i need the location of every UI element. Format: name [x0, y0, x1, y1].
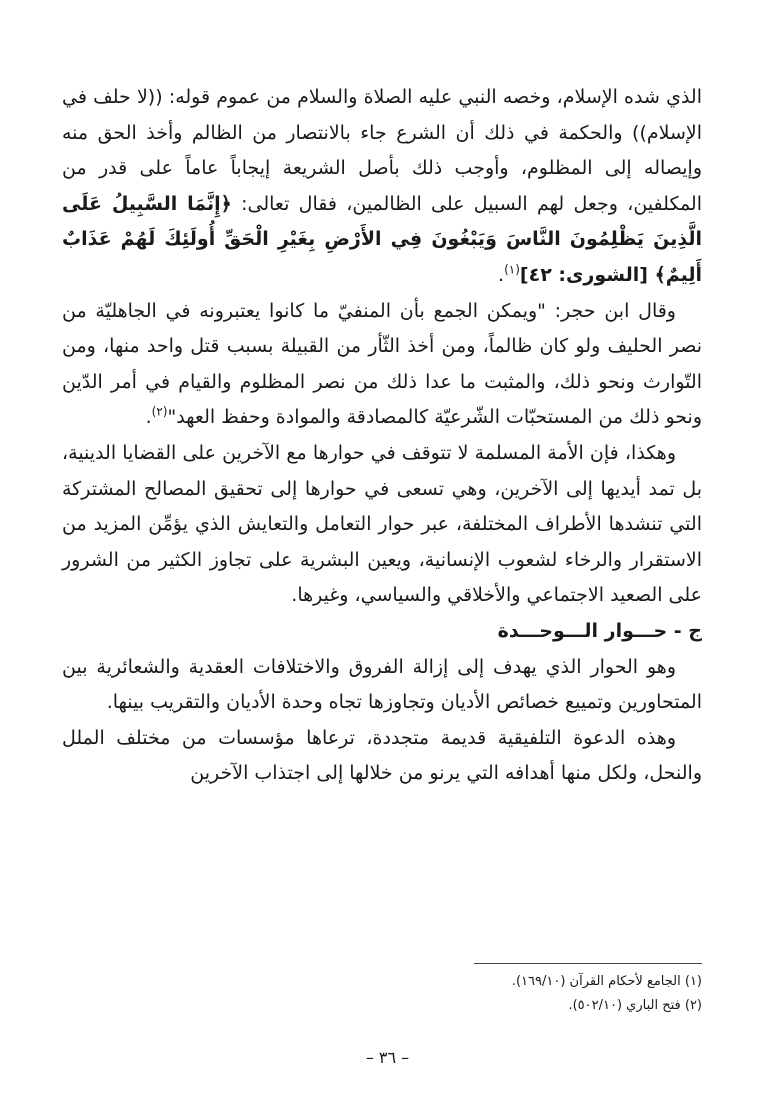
verse-citation: [الشورى: ٤٢] [519, 263, 655, 286]
paragraph-1-end: . [498, 263, 505, 286]
paragraph-5: وهذه الدعوة التلفيقية قديمة متجددة، ترعاها مؤسسات من مختلف الملل والنحل، ولكل منها أهدافه التي يرنو من خلالها إلى اجتذاب الآخرين [62, 726, 702, 785]
footnote-2: (٢) فتح الباري (٥٠٢/١٠). [568, 998, 702, 1013]
quran-verse: ﴿إِنَّمَا السَّبِيلُ عَلَى الَّذِينَ يَظْلِمُونَ النَّاسَ وَيَبْغُونَ فِي الأَرْضِ بِغَيْرِ الْحَقِّ أُولَئِكَ لَهُمْ عَذَابٌ أَلِيمٌ﴾ [62, 192, 702, 286]
footnote-ref-2[interactable]: (٢) [151, 405, 168, 420]
paragraph-2-end: . [145, 406, 152, 429]
footnote-divider [474, 963, 702, 964]
paragraph-4: وهو الحوار الذي يهدف إلى إزالة الفروق والاختلافات العقدية والشعائرية بين المتحاورين وتمييع خصائص الأديان وتجاوزها تجاه وحدة الأديان والتقريب بينها. [62, 655, 702, 714]
paragraph-2-text: وقال ابن حجر: "ويمكن الجمع بأن المنفيّ ما كانوا يعتبرونه في الجاهليّة من نصر الحليف ولو كان ظالماً، ومن أخذ الثّأر من القبيلة بسبب قتل واحد منها، ومن التّوارث ونحو ذلك، والمثبت ما عدا ذلك من نصر المظلوم والقيام في أمر الدّين ونحو ذلك من المستحبّات الشّرعيّة كالمصادقة والموادة وحفظ العهد" [62, 299, 702, 429]
footnotes [62, 970, 702, 1018]
paragraph-1-text: الذي شده الإسلام، وخصه النبي عليه الصلاة والسلام من عموم قوله: ((لا حلف في الإسلام)) والحكمة في ذلك أن الشرع جاء بالانتصار من الظالم وأخذ الحق منه وإيصاله إلى المظلوم، وأوجب ذلك بأصل الشريعة إيجاباً عاماً على قدر من المكلفين، وجعل لهم السبيل على الظالمين، فقال تعالى: [62, 86, 702, 215]
section-heading: ج - حـــوار الـــوحـــدة [497, 619, 702, 642]
paragraph-3: وهكذا، فإن الأمة المسلمة لا تتوقف في حوارها مع الآخرين على القضايا الدينية، بل تمد أيديها إلى الآخرين، وهي تسعى في حوارها إلى تحقيق المصالح المشتركة التي تنشدها الأطراف المختلفة، عبر حوار التعامل والتعايش الذي يؤمِّن المزيد من الاستقرار والرخاء لشعوب الإنسانية، ويعين البشرية على تجاوز الكثير من الشرور على الصعيد الاجتماعي والأخلاقي والسياسي، وغيرها. [62, 441, 702, 607]
footnote-ref-1[interactable]: (١) [504, 262, 520, 277]
page-number: – ٣٦ – [365, 1048, 410, 1067]
main-text [62, 80, 702, 792]
paragraph-2 [62, 294, 702, 436]
footnote-1: (١) الجامع لأحكام القرآن (١٦٩/١٠). [511, 974, 702, 989]
paragraph-1 [62, 80, 702, 294]
